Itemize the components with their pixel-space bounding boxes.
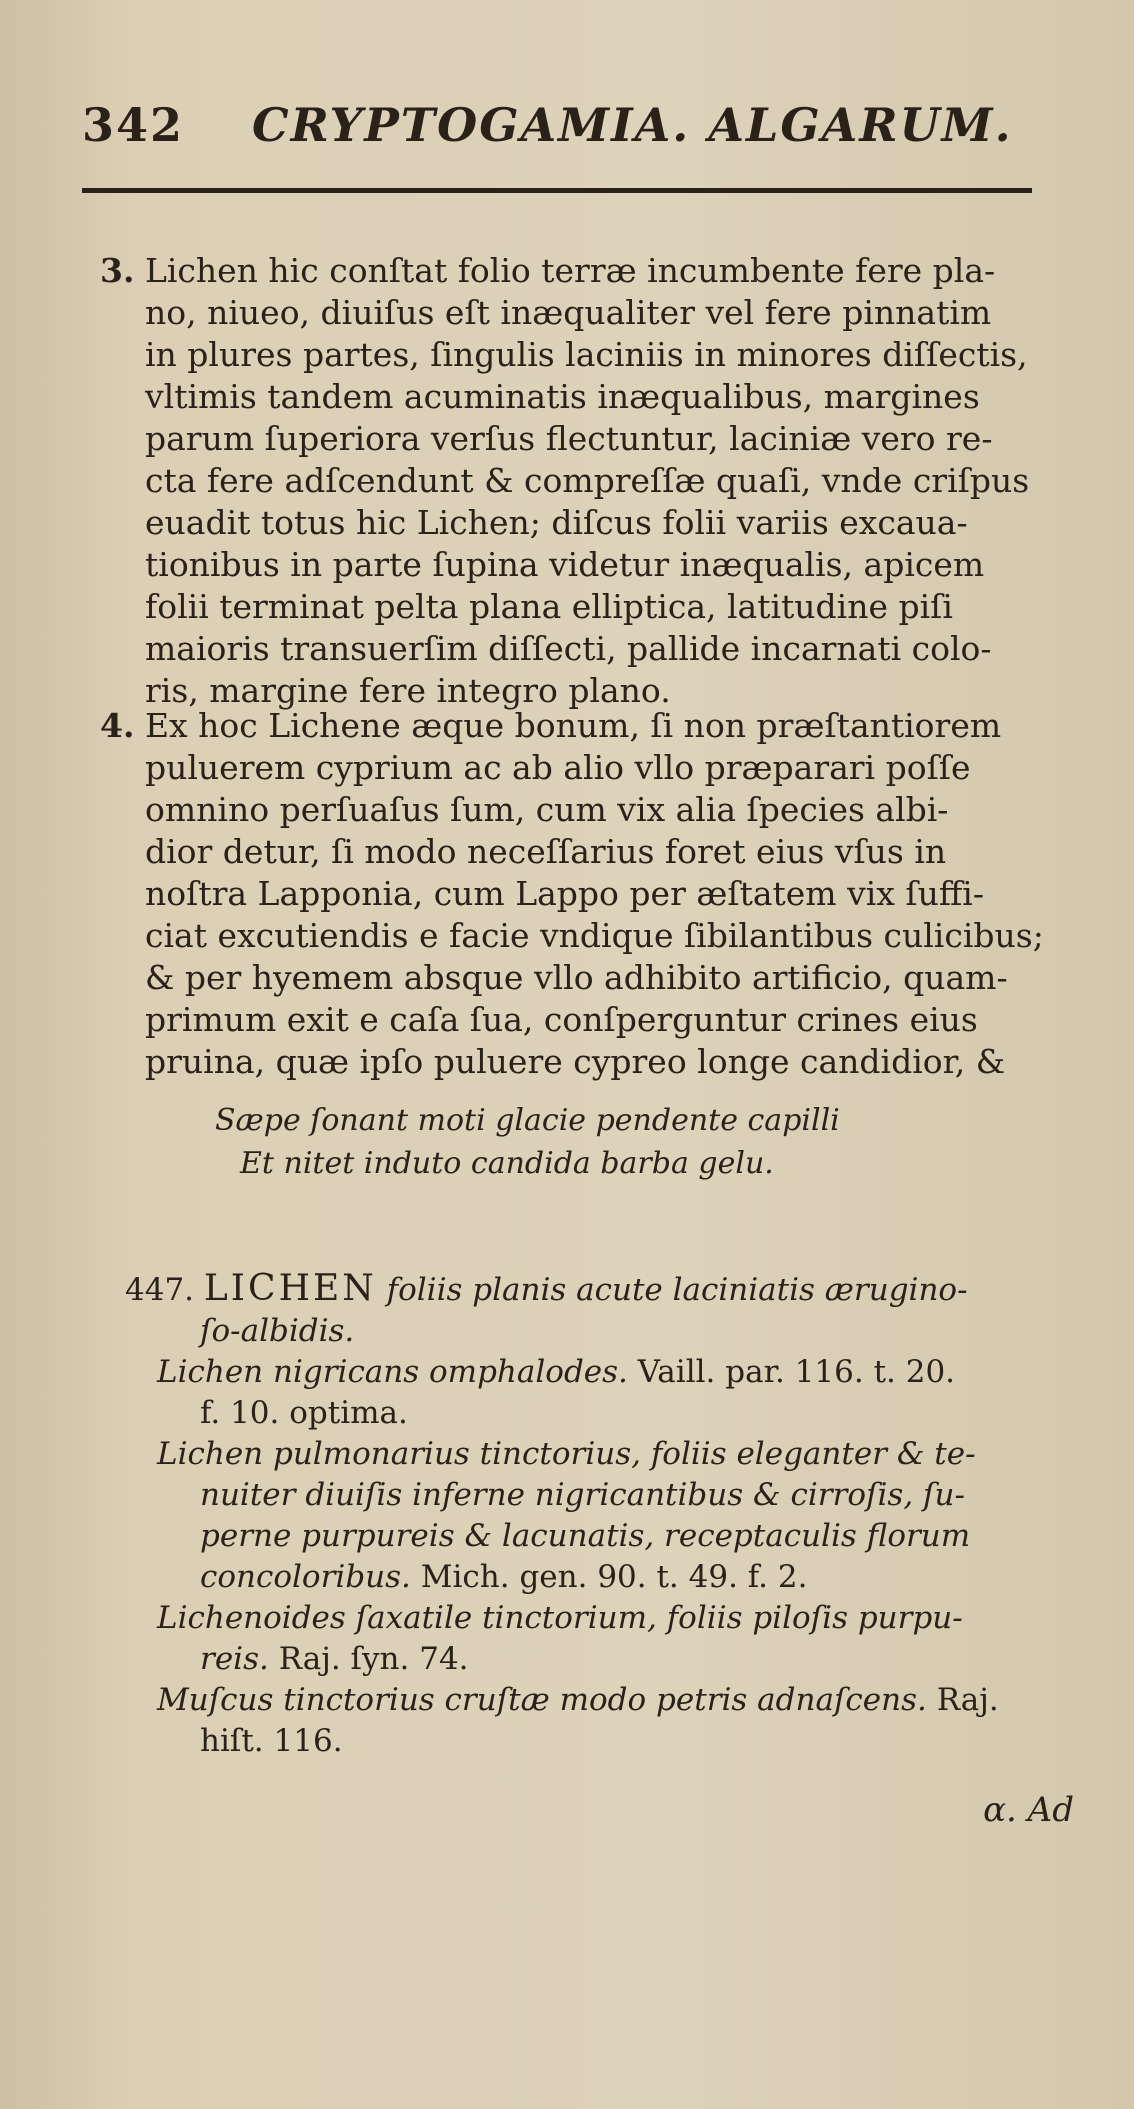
text-line: 4. Ex hoc Lichene æque bonum, ſi non præſtantiorem: [100, 706, 1002, 745]
synonym-cont: reis. Raj. ſyn. 74.: [200, 1641, 469, 1677]
catchword: α. Ad: [983, 1790, 1074, 1830]
text-line: parum ſuperiora verſus flectuntur, laciniæ vero re-: [145, 419, 993, 458]
text-line: ris, margine fere integro plano.: [145, 671, 671, 710]
entry-number: 447.: [125, 1272, 195, 1308]
text-line: pruina, quæ ipſo puluere cypreo longe candidior, &: [145, 1042, 1006, 1081]
genus-name: LICHEN: [203, 1268, 377, 1309]
text-line: noſtra Lapponia, cum Lappo per æſtatem vix ſuffi-: [145, 874, 984, 913]
text-line: tionibus in parte ſupina videtur inæqualis, apicem: [145, 545, 985, 584]
text-line: ciat excutiendis e facie vndique ſibilantibus culicibus;: [145, 916, 1044, 955]
paragraph-4: [100, 705, 1080, 1083]
text-line: cta fere adſcendunt & compreſſæ quaſi, vnde criſpus: [145, 461, 1030, 500]
synonym: Muſcus tinctorius cruſtæ modo petris adnaſcens. Raj.: [157, 1682, 999, 1718]
synonym: Lichen nigricans omphalodes. Vaill. par. 116. t. 20.: [157, 1354, 956, 1390]
diagnosis-continued: ſo-albidis.: [200, 1313, 355, 1349]
text-line: omnino perſuaſus ſum, cum vix alia ſpecies albi-: [145, 790, 949, 829]
text-line: puluerem cyprium ac ab alio vllo præparari poſſe: [145, 748, 971, 787]
species-entry-447: [125, 1268, 1085, 1762]
synonym-ref: hiſt. 116.: [200, 1723, 343, 1759]
text-line: maioris transuerſim diſſecti, pallide incarnati colo-: [145, 629, 992, 668]
text-line: in plures partes, ſingulis laciniis in minores diſſectis,: [145, 335, 1028, 374]
paragraph-marker: 4.: [100, 706, 135, 745]
header-rule: [82, 188, 1032, 193]
synonym-cont: concoloribus. Mich. gen. 90. t. 49. f. 2.: [200, 1559, 808, 1595]
text-line: vltimis tandem acuminatis inæqualibus, margines: [145, 377, 980, 416]
text-line: & per hyemem absque vllo adhibito artificio, quam-: [145, 958, 1008, 997]
text-line: folii terminat pelta plana elliptica, latitudine piſi: [145, 587, 953, 626]
running-header: [82, 98, 1042, 152]
paragraph-marker: 3.: [100, 251, 135, 290]
diagnosis: foliis planis acute laciniatis ærugino-: [386, 1272, 968, 1308]
running-title: CRYPTOGAMIA. ALGARUM.: [252, 98, 1013, 152]
text-line: 3. Lichen hic conſtat folio terræ incumbente fere pla-: [100, 251, 996, 290]
synonym-ref: f. 10. optima.: [200, 1395, 408, 1431]
verse-line: Sæpe ſonant moti glacie pendente capilli: [215, 1103, 840, 1138]
text-line: primum exit e caſa ſua, conſperguntur crines eius: [145, 1000, 978, 1039]
synonym-cont: perne purpureis & lacunatis, receptaculis florum: [200, 1518, 971, 1554]
text-line: euadit totus hic Lichen; diſcus folii variis excaua-: [145, 503, 968, 542]
page-number: 342: [82, 98, 185, 152]
synonym: Lichenoides ſaxatile tinctorium, foliis piloſis purpu-: [157, 1600, 963, 1636]
text-line: dior detur, ſi modo neceſſarius foret eius vſus in: [145, 832, 947, 871]
synonym-cont: nuiter diuiſis inferne nigricantibus & cirroſis, ſu-: [200, 1477, 965, 1513]
verse-line: Et nitet induto candida barba gelu.: [240, 1146, 774, 1181]
text-line: no, niueo, diuiſus eſt inæqualiter vel fere pinnatim: [145, 293, 992, 332]
synonym: Lichen pulmonarius tinctorius, foliis eleganter & te-: [157, 1436, 976, 1472]
paragraph-3: [100, 250, 1080, 712]
entry-heading: [125, 1268, 1085, 1311]
